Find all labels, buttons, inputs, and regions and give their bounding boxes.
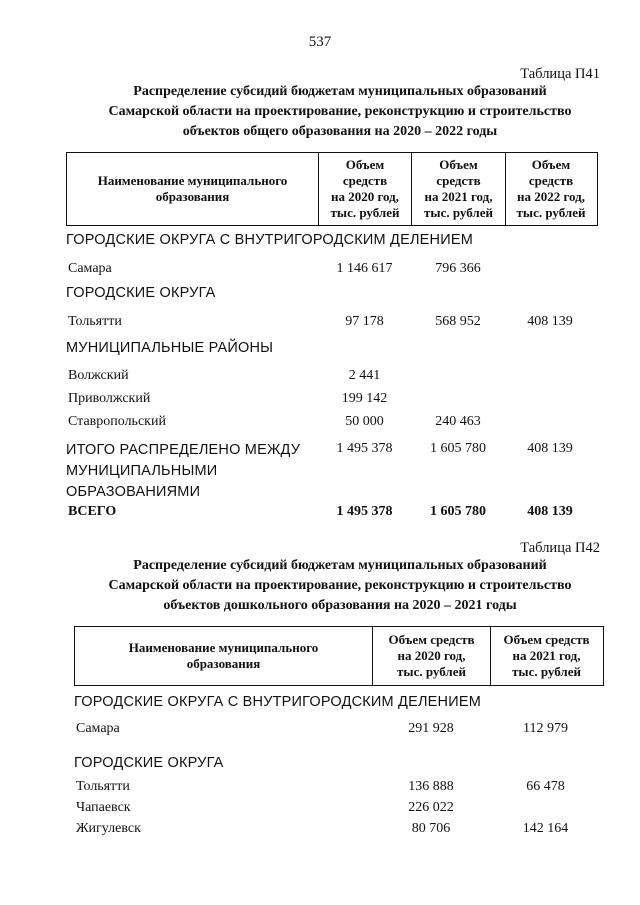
title-line: Распределение субсидий бюджетам муниципальных образований: [133, 84, 547, 99]
row-name: Волжский: [68, 368, 129, 383]
section-heading: МУНИЦИПАЛЬНЫЕ РАЙОНЫ: [66, 340, 274, 356]
header-col-name: [67, 153, 319, 225]
itogo-2021: 1 605 780: [430, 441, 486, 456]
value-2021: 112 979: [523, 721, 568, 736]
value-2020: 1 146 617: [336, 261, 393, 276]
value-2020: 199 142: [341, 391, 388, 406]
header-text: на 2021 год,: [424, 189, 493, 204]
header-text: Объем средств: [388, 632, 475, 647]
itogo-line: МУНИЦИПАЛЬНЫМИ: [66, 463, 218, 479]
header-text: Объем средств: [503, 632, 590, 647]
section-heading: ГОРОДСКИЕ ОКРУГА С ВНУТРИГОРОДСКИМ ДЕЛЕНИЕМ: [74, 694, 481, 710]
value-2021: 796 366: [435, 261, 481, 276]
table-label-p41: Таблица П41: [520, 66, 600, 82]
value-2020: 2 441: [348, 368, 381, 383]
value-2020: 97 178: [345, 314, 384, 329]
header-text: средств: [436, 173, 481, 188]
header-text: образования: [186, 656, 261, 671]
title-line: объектов общего образования на 2020 – 2022 годы: [182, 124, 498, 139]
header-text: на 2021 год,: [512, 648, 581, 663]
total-2021: 1 605 780: [430, 504, 486, 519]
total-2022: 408 139: [527, 504, 573, 519]
header-col-name: [75, 627, 373, 685]
header-text: Наименование муниципального: [128, 640, 319, 655]
page-number: 537: [308, 34, 332, 50]
table-label-p42: Таблица П42: [520, 540, 600, 556]
title-line: Распределение субсидий бюджетам муниципальных образований: [133, 558, 547, 573]
header-text: Объем: [439, 157, 478, 172]
table-header-p41: [66, 152, 598, 226]
header-text: на 2020 год,: [330, 189, 400, 204]
row-name: Тольятти: [76, 779, 130, 794]
itogo-line: ИТОГО РАСПРЕДЕЛЕНО МЕЖДУ: [66, 442, 301, 458]
header-text: Объем: [531, 157, 571, 172]
value-2022: 408 139: [527, 314, 573, 329]
itogo-2022: 408 139: [527, 441, 573, 456]
row-name: Ставропольский: [68, 414, 166, 429]
header-col-2022: [506, 153, 596, 225]
title-line: Самарской области на проектирование, реконструкцию и строительство: [108, 578, 572, 593]
row-name: Тольятти: [68, 314, 122, 329]
header-text: на 2020 год,: [397, 648, 466, 663]
total-2020: 1 495 378: [336, 504, 393, 519]
value-2021: 142 164: [522, 821, 569, 836]
header-col-2021: [412, 153, 506, 225]
header-col-2021: [491, 627, 602, 685]
header-text: средств: [528, 173, 574, 188]
section-heading: ГОРОДСКИЕ ОКРУГА: [66, 285, 216, 301]
row-name: Самара: [76, 721, 120, 736]
row-name: Жигулевск: [76, 821, 141, 836]
value-2021: 568 952: [435, 314, 481, 329]
header-text: тыс. рублей: [330, 205, 400, 220]
value-2020: 80 706: [411, 821, 451, 836]
header-text: тыс. рублей: [397, 664, 466, 679]
header-text: средств: [342, 173, 388, 188]
table-title-p41: [60, 82, 620, 142]
title-line: Самарской области на проектирование, реконструкцию и строительство: [108, 104, 572, 119]
row-name: Приволжский: [68, 391, 151, 406]
value-2020: 291 928: [408, 721, 454, 736]
value-2021: 240 463: [435, 414, 481, 429]
section-heading: ГОРОДСКИЕ ОКРУГА: [74, 755, 224, 771]
header-text: тыс. рублей: [424, 205, 493, 220]
value-2020: 50 000: [345, 414, 384, 429]
header-text: Наименование муниципального: [97, 173, 288, 188]
row-name: Чапаевск: [76, 800, 131, 815]
header-text: образования: [155, 189, 230, 204]
value-2020: 136 888: [408, 779, 454, 794]
value-2020: 226 022: [408, 800, 454, 815]
header-col-2020: [373, 627, 491, 685]
itogo-2020: 1 495 378: [336, 441, 393, 456]
section-heading: ГОРОДСКИЕ ОКРУГА С ВНУТРИГОРОДСКИМ ДЕЛЕНИЕМ: [66, 232, 473, 248]
header-text: тыс. рублей: [512, 664, 581, 679]
total-label: ВСЕГО: [68, 504, 117, 519]
header-text: тыс. рублей: [516, 205, 586, 220]
itogo-label: [66, 440, 300, 503]
row-name: Самара: [68, 261, 112, 276]
header-text: на 2022 год,: [516, 189, 586, 204]
title-line: объектов дошкольного образования на 2020 – 2021 годы: [163, 598, 517, 613]
header-text: Объем: [345, 157, 385, 172]
header-col-2020: [319, 153, 412, 225]
value-2021: 66 478: [526, 779, 565, 794]
itogo-line: ОБРАЗОВАНИЯМИ: [66, 484, 201, 500]
table-header-p42: [74, 626, 604, 686]
table-title-p42: [60, 556, 620, 616]
